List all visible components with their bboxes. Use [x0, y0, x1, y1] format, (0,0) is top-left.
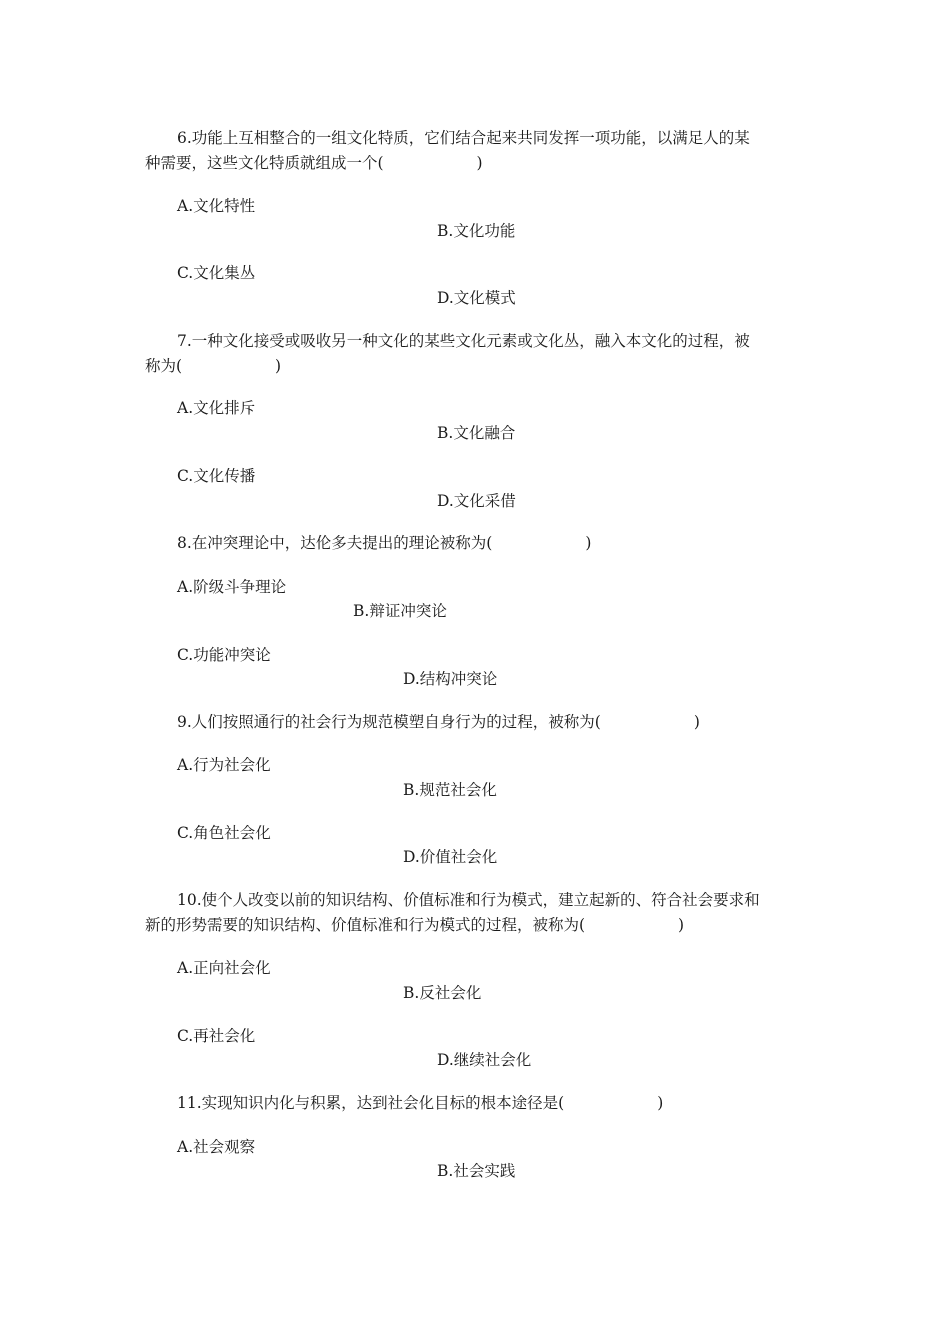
question-8-option-d: D.结构冲突论 — [403, 670, 498, 688]
question-10-stem-line2: 新的形势需要的知识结构、价值标准和行为模式的过程，被称为( ) — [145, 916, 685, 934]
question-6-option-a: A.文化特性 — [177, 197, 256, 215]
question-9-option-c: C.角色社会化 — [177, 824, 271, 842]
question-6-option-d: D.文化模式 — [437, 289, 516, 307]
question-7-stem-line1: 7.一种文化接受或吸收另一种文化的某些文化元素或文化丛，融入本文化的过程，被 — [177, 332, 750, 350]
question-10-option-a: A.正向社会化 — [177, 959, 271, 977]
question-11-option-b: B.社会实践 — [437, 1162, 516, 1180]
question-9-option-a: A.行为社会化 — [177, 756, 271, 774]
question-8-option-b: B.辩证冲突论 — [353, 602, 447, 620]
question-7-option-c: C.文化传播 — [177, 467, 256, 485]
question-9-option-b: B.规范社会化 — [403, 781, 497, 799]
question-7-option-d: D.文化采借 — [437, 492, 516, 510]
question-10-option-b: B.反社会化 — [403, 984, 482, 1002]
question-8-stem: 8.在冲突理论中，达伦多夫提出的理论被称为( ) — [177, 534, 592, 552]
question-8-option-a: A.阶级斗争理论 — [177, 578, 287, 596]
question-6-stem-line2: 种需要，这些文化特质就组成一个( ) — [145, 154, 483, 172]
question-9-option-d: D.价值社会化 — [403, 848, 498, 866]
question-9-stem: 9.人们按照通行的社会行为规范模塑自身行为的过程，被称为( ) — [177, 713, 700, 731]
question-10-option-d: D.继续社会化 — [437, 1051, 532, 1069]
question-10-option-c: C.再社会化 — [177, 1027, 256, 1045]
question-10-stem-line1: 10.使个人改变以前的知识结构、价值标准和行为模式，建立起新的、符合社会要求和 — [177, 891, 760, 909]
question-6-option-c: C.文化集丛 — [177, 264, 256, 282]
question-11-option-a: A.社会观察 — [177, 1138, 256, 1156]
question-7-option-b: B.文化融合 — [437, 424, 516, 442]
question-7-stem-line2: 称为( ) — [145, 357, 282, 375]
question-6-option-b: B.文化功能 — [437, 222, 516, 240]
question-8-option-c: C.功能冲突论 — [177, 646, 271, 664]
question-6-stem-line1: 6.功能上互相整合的一组文化特质，它们结合起来共同发挥一项功能，以满足人的某 — [177, 129, 750, 147]
question-11-stem: 11.实现知识内化与积累，达到社会化目标的根本途径是( ) — [177, 1094, 664, 1112]
question-7-option-a: A.文化排斥 — [177, 399, 256, 417]
